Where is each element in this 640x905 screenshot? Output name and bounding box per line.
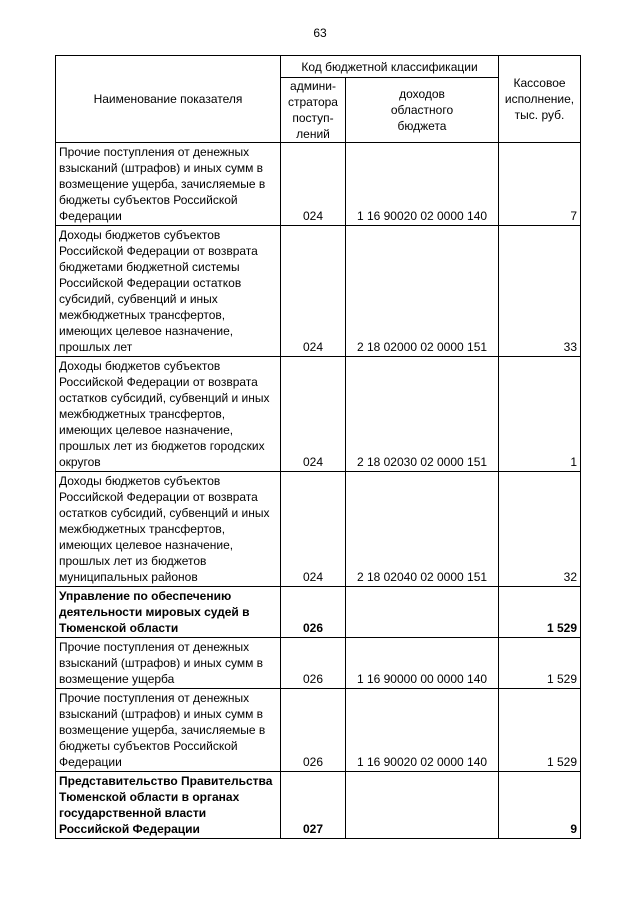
row-income-code: 2 18 02040 02 0000 151 (346, 472, 499, 587)
row-income-code: 1 16 90000 00 0000 140 (346, 638, 499, 689)
row-income-code: 2 18 02000 02 0000 151 (346, 226, 499, 357)
row-admin-code: 024 (281, 143, 346, 226)
row-admin-code: 027 (281, 772, 346, 839)
header-income: доходов областного бюджета (346, 78, 499, 143)
row-name: Доходы бюджетов субъектов Российской Федерации от возврата бюджетами бюджетной системы Российской Федерации остатков субсидий, субвенций и иных межбюджетных трансфертов, имеющих целевое назначение, прошлых лет (56, 226, 281, 357)
header-name: Наименование показателя (56, 56, 281, 143)
row-admin-code: 024 (281, 357, 346, 472)
row-admin-code: 026 (281, 638, 346, 689)
row-amount: 33 (499, 226, 581, 357)
table-row (56, 143, 581, 226)
row-amount: 1 (499, 357, 581, 472)
row-admin-code: 024 (281, 472, 346, 587)
row-name: Доходы бюджетов субъектов Российской Федерации от возврата остатков субсидий, субвенций и иных межбюджетных трансфертов, имеющих целевое назначение, прошлых лет из бюджетов муниципальных районов (56, 472, 281, 587)
row-income-code: 2 18 02030 02 0000 151 (346, 357, 499, 472)
row-admin-code: 024 (281, 226, 346, 357)
header-code-group: Код бюджетной классификации (281, 56, 499, 78)
row-name: Прочие поступления от денежных взысканий (штрафов) и иных сумм в возмещение ущерба, зачисляемые в бюджеты субъектов Российской Федерации (56, 689, 281, 772)
row-amount: 1 529 (499, 587, 581, 638)
row-amount: 9 (499, 772, 581, 839)
row-admin-code: 026 (281, 587, 346, 638)
table-row (56, 226, 581, 357)
row-admin-code: 026 (281, 689, 346, 772)
row-income-code (346, 772, 499, 839)
table-row (56, 638, 581, 689)
row-income-code (346, 587, 499, 638)
header-admin: админи- стратора поступ- лений (281, 78, 346, 143)
row-name: Управление по обеспечению деятельности мировых судей в Тюменской области (56, 587, 281, 638)
table-row (56, 689, 581, 772)
row-name: Прочие поступления от денежных взысканий (штрафов) и иных сумм в возмещение ущерба (56, 638, 281, 689)
row-name: Представительство Правительства Тюменской области в органах государственной власти Российской Федерации (56, 772, 281, 839)
row-name: Доходы бюджетов субъектов Российской Федерации от возврата остатков субсидий, субвенций и иных межбюджетных трансфертов, имеющих целевое назначение, прошлых лет из бюджетов городских округов (56, 357, 281, 472)
row-name: Прочие поступления от денежных взысканий (штрафов) и иных сумм в возмещение ущерба, зачисляемые в бюджеты субъектов Российской Федерации (56, 143, 281, 226)
table-row-section (56, 772, 581, 839)
budget-table (55, 55, 581, 839)
row-amount: 32 (499, 472, 581, 587)
row-income-code: 1 16 90020 02 0000 140 (346, 143, 499, 226)
page-number: 63 (313, 26, 327, 40)
table-row (56, 357, 581, 472)
row-amount: 1 529 (499, 638, 581, 689)
table-row-section (56, 587, 581, 638)
row-income-code: 1 16 90020 02 0000 140 (346, 689, 499, 772)
header-amount: Кассовое исполнение, тыс. руб. (499, 56, 581, 143)
row-amount: 1 529 (499, 689, 581, 772)
table-row (56, 472, 581, 587)
row-amount: 7 (499, 143, 581, 226)
